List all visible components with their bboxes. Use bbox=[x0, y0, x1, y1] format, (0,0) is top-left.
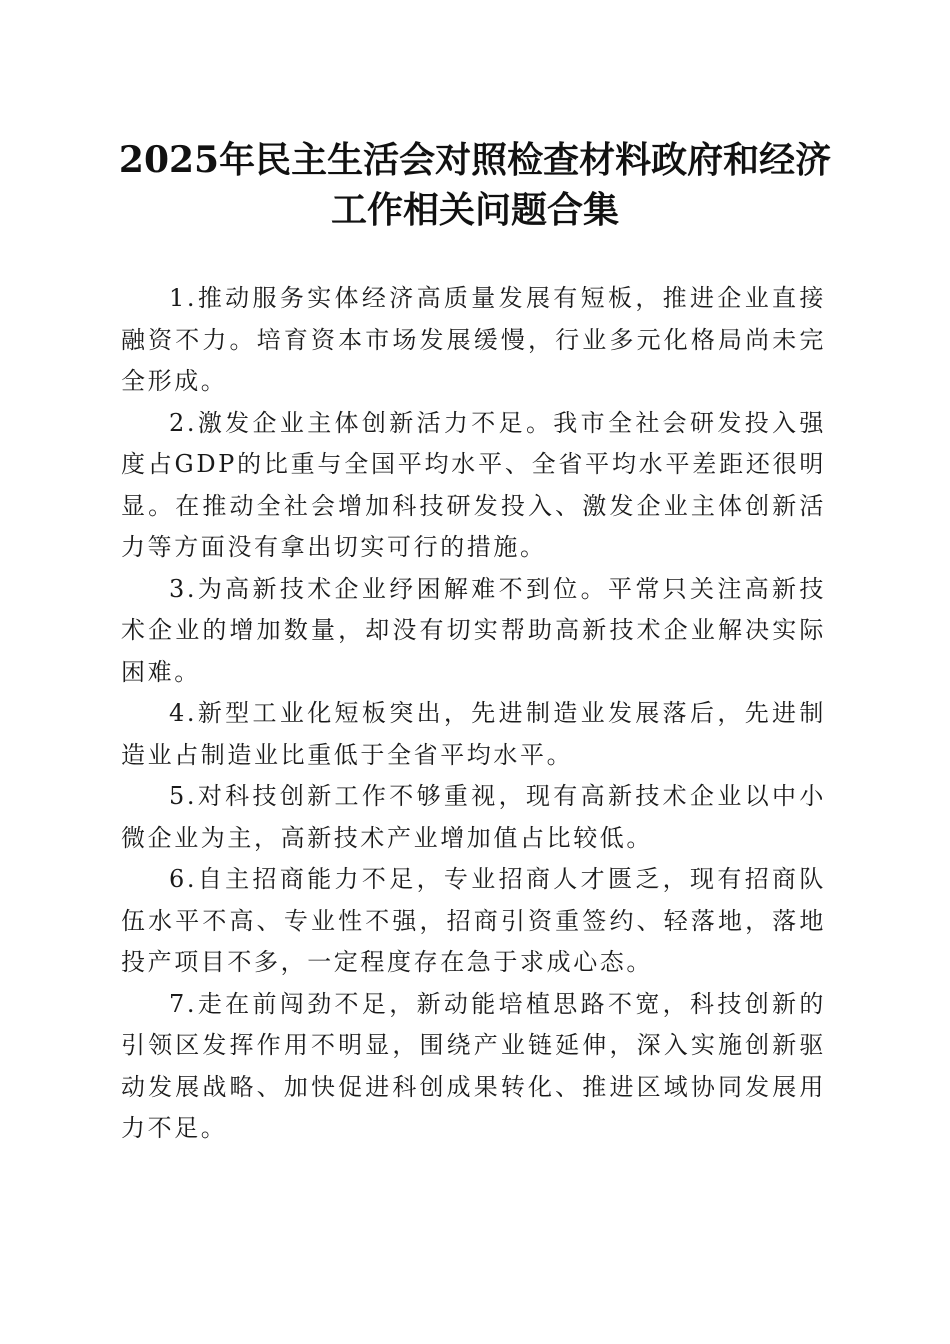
title-line-1: 2025年民主生活会对照检查材料政府和经济 bbox=[118, 139, 832, 181]
paragraph-3: 3.为高新技术企业纾困解难不到位。平常只关注高新技术企业的增加数量，却没有切实帮助高新技术企业解决实际困难。 bbox=[121, 574, 826, 686]
paragraph-6: 6.自主招商能力不足，专业招商人才匮乏，现有招商队伍水平不高、专业性不强，招商引资重签约、轻落地，落地投产项目不多，一定程度存在急于求成心态。 bbox=[121, 865, 826, 976]
paragraph-7: 7.走在前闯劲不足，新动能培植思路不宽，科技创新的引领区发挥作用不明显，围绕产业链延伸，深入实施创新驱动发展战略、加快促进科创成果转化、推进区域协同发展用力不足。 bbox=[121, 989, 826, 1142]
paragraph-1: 1.推动服务实体经济高质量发展有短板，推进企业直接融资不力。培育资本市场发展缓慢，行业多元化格局尚未完全形成。 bbox=[121, 284, 826, 395]
page-title bbox=[110, 135, 840, 235]
title-line-2: 工作相关问题合集 bbox=[330, 189, 619, 231]
paragraph-4: 4.新型工业化短板突出，先进制造业发展落后，先进制造业占制造业比重低于全省平均水平。 bbox=[121, 699, 826, 769]
paragraph-5: 5.对科技创新工作不够重视，现有高新技术企业以中小微企业为主，高新技术产业增加值占比较低。 bbox=[121, 782, 826, 852]
document-body bbox=[121, 278, 826, 1150]
paragraph-2: 2.激发企业主体创新活力不足。我市全社会研发投入强度占GDP的比重与全国平均水平、全省平均水平差距还很明显。在推动全社会增加科技研发投入、激发企业主体创新活力等方面没有拿出切实可行的措施。 bbox=[121, 408, 826, 561]
